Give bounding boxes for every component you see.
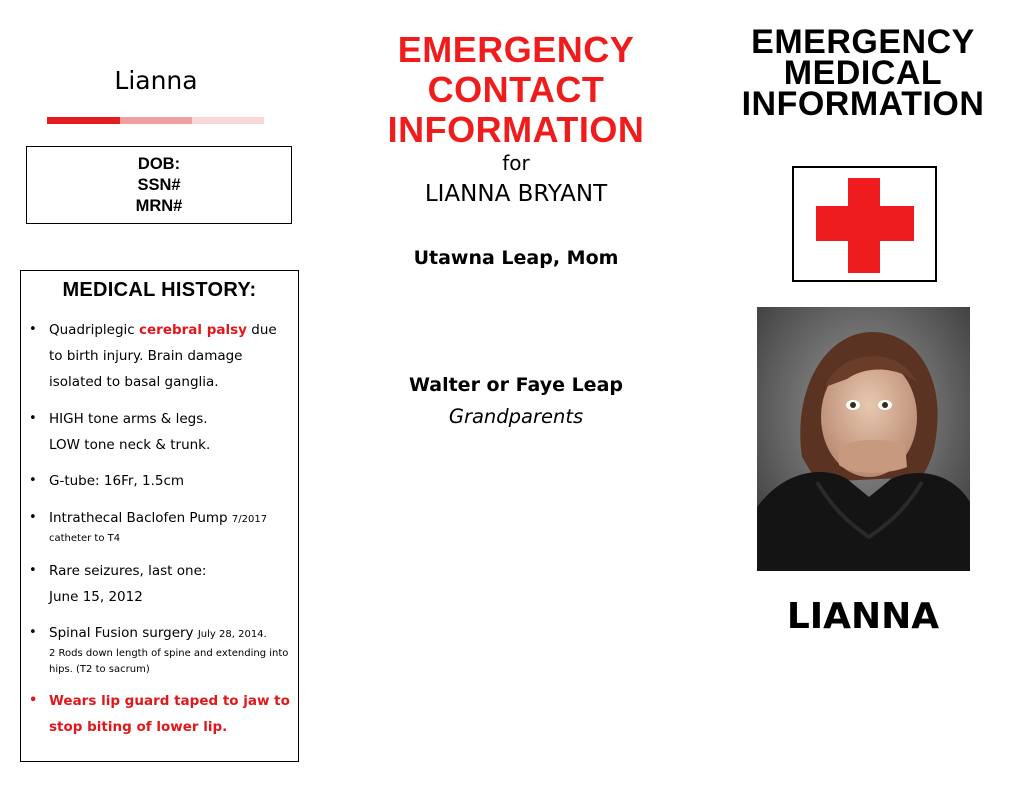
title-line: INFORMATION bbox=[387, 109, 645, 150]
bullet-icon: • bbox=[29, 322, 37, 337]
primary-contact: Utawna Leap, Mom bbox=[413, 247, 619, 269]
history-text: Spinal Fusion surgery bbox=[49, 625, 198, 641]
red-cross-icon bbox=[792, 166, 937, 282]
portrait-photo bbox=[757, 307, 970, 571]
history-line: Rare seizures, last one: bbox=[49, 563, 207, 579]
patient-first-name: Lianna bbox=[114, 66, 198, 95]
history-date: July 28, 2014. bbox=[197, 629, 267, 640]
history-text: Wears lip guard taped to jaw to stop biting of lower lip. bbox=[49, 693, 290, 735]
history-line: June 15, 2012 bbox=[49, 589, 143, 605]
title-line: MEDICAL bbox=[783, 54, 943, 92]
bullet-icon: • bbox=[29, 563, 37, 578]
history-item-cerebral-palsy bbox=[29, 317, 293, 395]
history-highlight: cerebral palsy bbox=[139, 322, 247, 338]
emergency-medical-title bbox=[710, 23, 1016, 123]
ssn-label: SSN# bbox=[137, 175, 181, 194]
history-item-gtube bbox=[29, 468, 293, 494]
divider-segment-2 bbox=[120, 117, 192, 124]
secondary-contact-relation: Grandparents bbox=[448, 405, 584, 428]
title-line: INFORMATION bbox=[741, 85, 985, 123]
divider-segment-3 bbox=[192, 117, 264, 124]
history-item-spinal-fusion bbox=[29, 620, 293, 678]
title-line: CONTACT bbox=[427, 69, 605, 110]
history-item-baclofen bbox=[29, 505, 293, 547]
title-line: EMERGENCY bbox=[751, 23, 975, 61]
history-item-tone bbox=[29, 406, 293, 458]
history-note: catheter to T4 bbox=[49, 533, 121, 544]
color-divider bbox=[47, 117, 264, 124]
history-note: 2 Rods down length of spine and extending into hips. (T2 to sacrum) bbox=[49, 648, 289, 675]
history-text: due to birth injury. Brain damage isolated to basal ganglia. bbox=[49, 322, 277, 390]
portrait-svg bbox=[757, 307, 970, 571]
emergency-contact-title bbox=[356, 30, 676, 150]
patient-name-large: LIANNA bbox=[786, 596, 940, 637]
mrn-label: MRN# bbox=[135, 196, 183, 215]
patient-full-name: LIANNA BRYANT bbox=[424, 181, 608, 207]
history-text: Intrathecal Baclofen Pump bbox=[49, 510, 232, 526]
identifiers-box bbox=[26, 146, 292, 224]
bullet-icon: • bbox=[29, 625, 37, 640]
history-text: Quadriplegic bbox=[49, 322, 139, 338]
history-text: G-tube: 16Fr, 1.5cm bbox=[49, 473, 185, 489]
divider-segment-1 bbox=[47, 117, 120, 124]
history-line: LOW tone neck & trunk. bbox=[49, 437, 211, 453]
bullet-icon: • bbox=[29, 510, 37, 525]
history-date: 7/2017 bbox=[231, 514, 268, 525]
medical-history-title: MEDICAL HISTORY: bbox=[62, 279, 257, 301]
bullet-icon: • bbox=[29, 473, 37, 488]
history-item-lip-guard bbox=[29, 688, 293, 740]
bullet-icon: • bbox=[29, 411, 37, 426]
red-cross-svg bbox=[794, 168, 934, 279]
history-item-seizures bbox=[29, 558, 293, 610]
bullet-icon: • bbox=[29, 693, 38, 708]
medical-history-box bbox=[20, 270, 299, 762]
title-line: EMERGENCY bbox=[397, 29, 635, 70]
for-label: for bbox=[502, 151, 530, 175]
dob-label: DOB: bbox=[137, 154, 181, 173]
history-line: HIGH tone arms & legs. bbox=[49, 411, 208, 427]
secondary-contact: Walter or Faye Leap bbox=[408, 374, 623, 396]
